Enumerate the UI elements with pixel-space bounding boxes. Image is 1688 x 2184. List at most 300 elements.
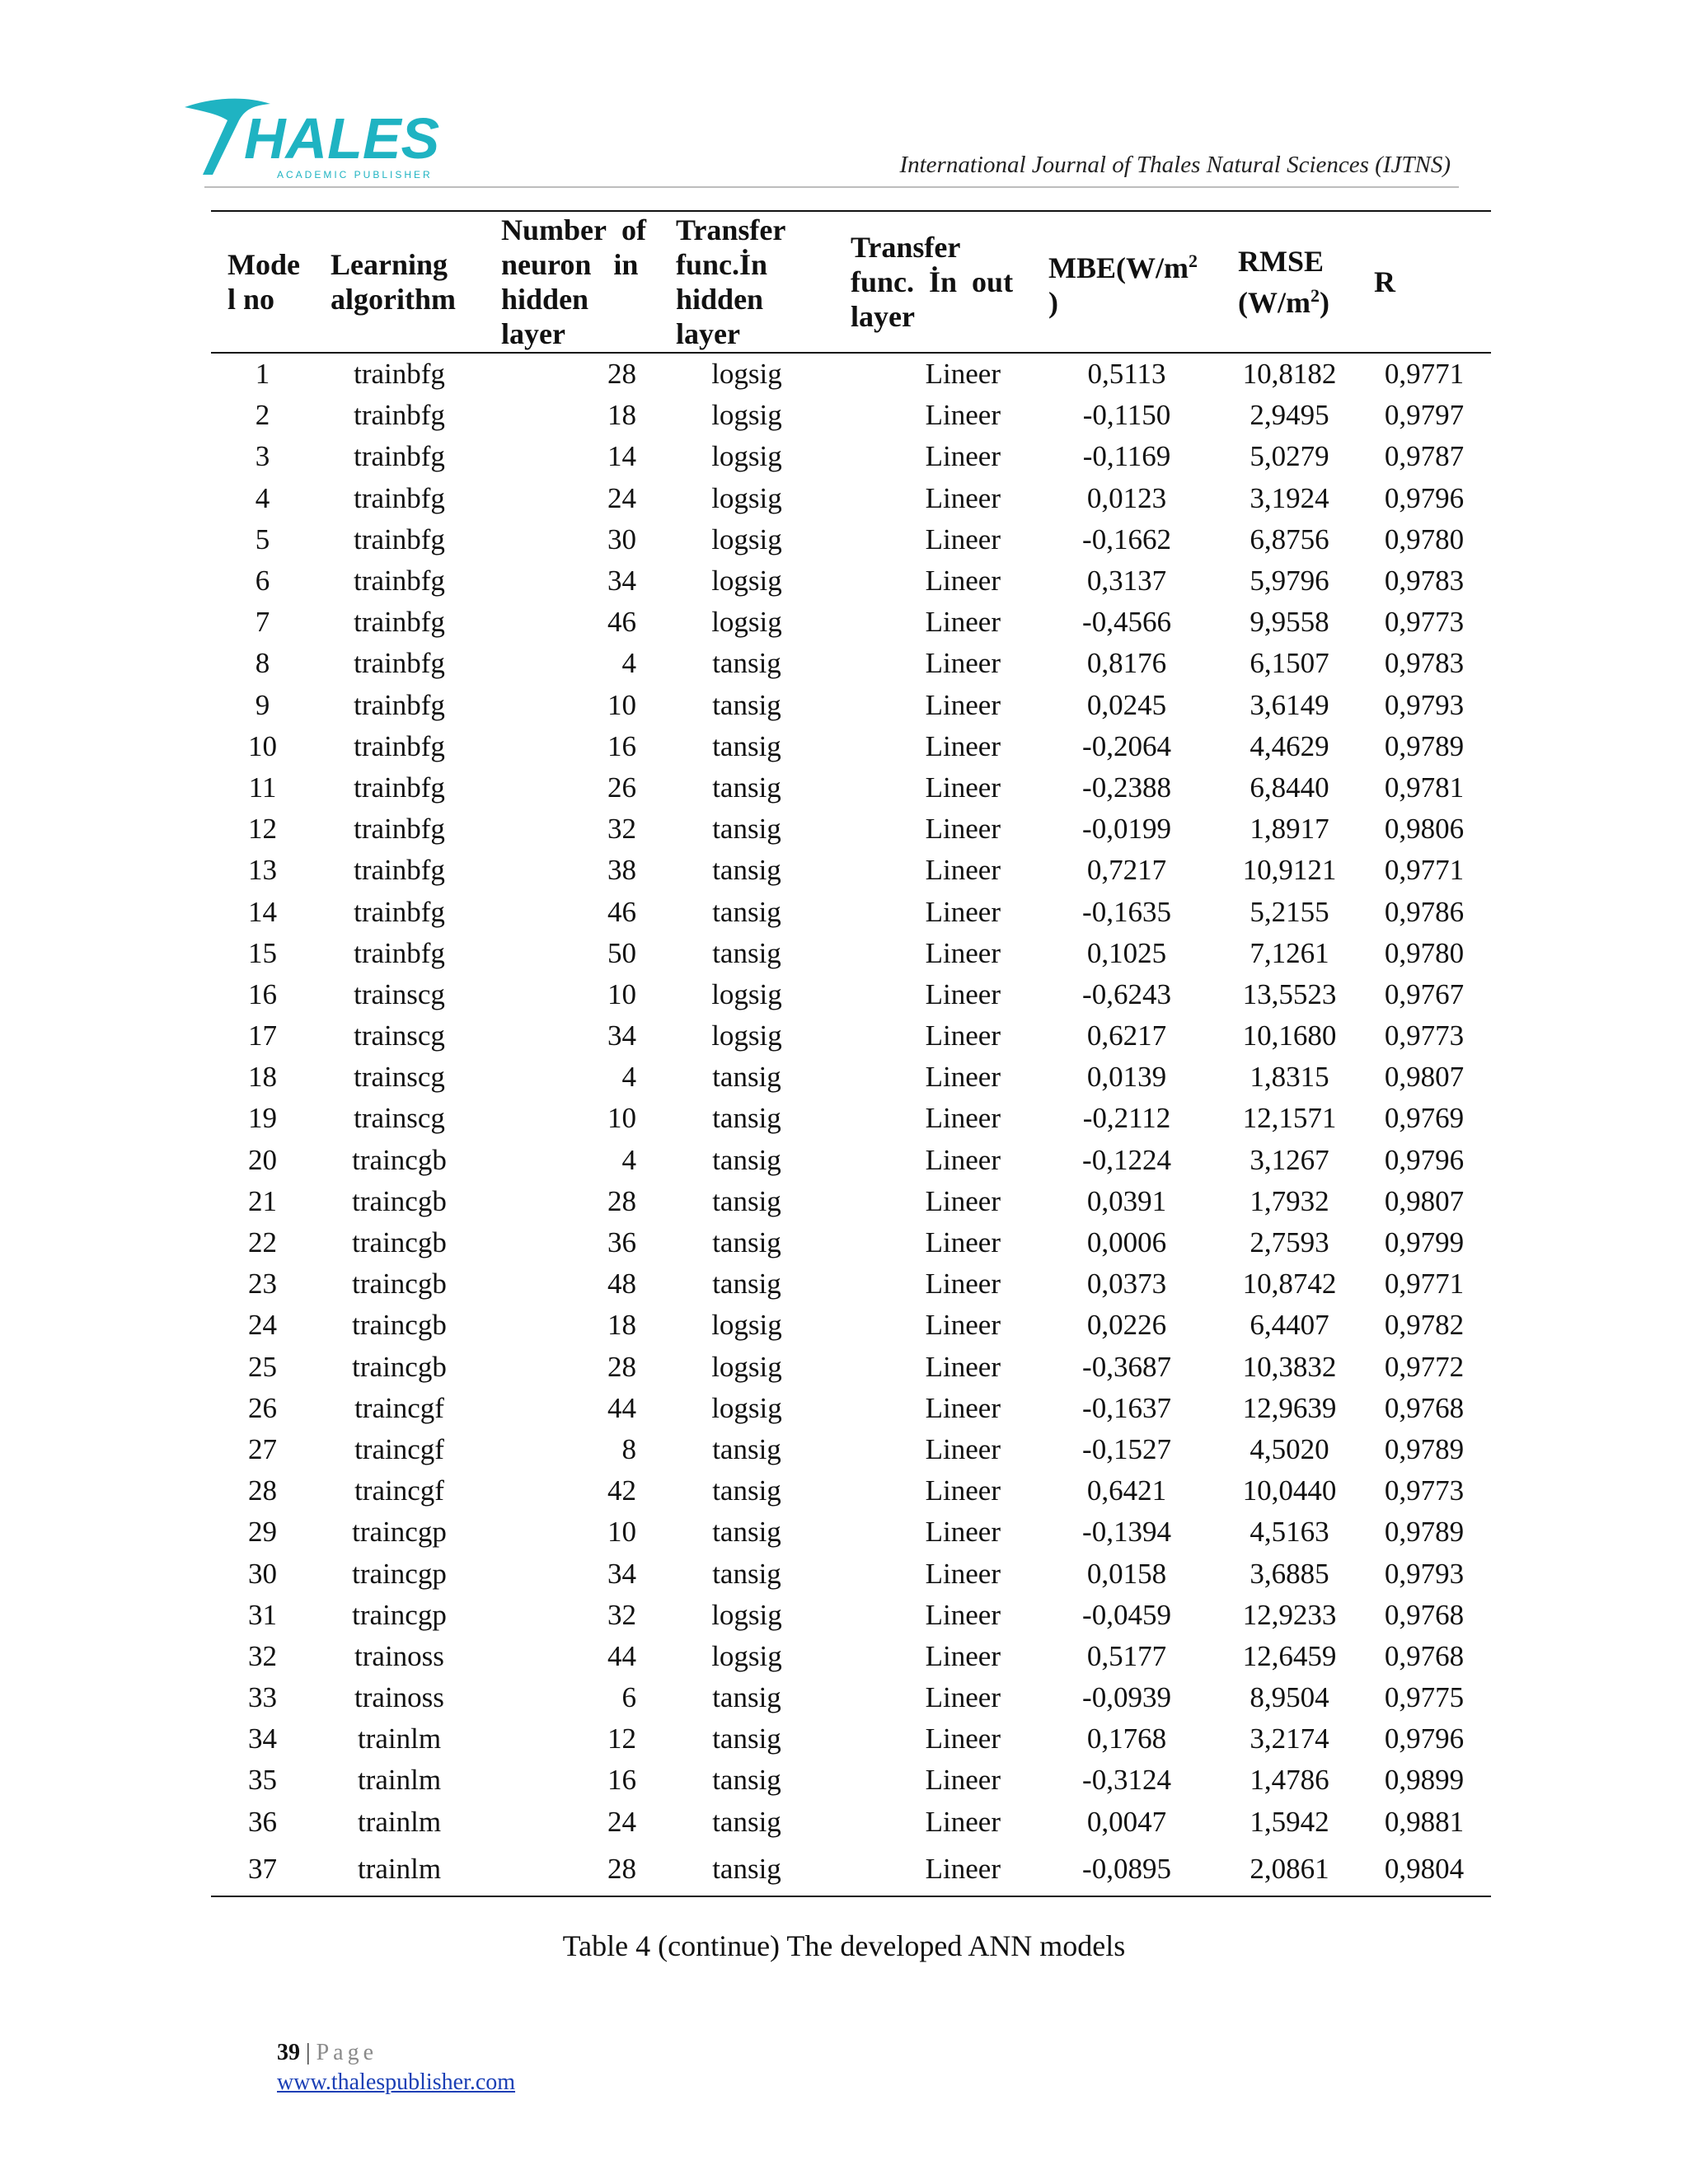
table-cell: tansig [712,854,781,887]
table-cell: tansig [712,647,781,680]
table-cell: Lineer [925,1061,1001,1094]
table-cell: 0,9769 [1384,1102,1465,1135]
table-cell: -0,0199 [1082,813,1171,846]
table-cell: Lineer [925,606,1001,639]
table-cell: tansig [712,1722,781,1755]
table-cell: 9 [255,688,270,721]
table-cell: 4 [621,1143,636,1176]
table-cell: Lineer [925,771,1001,804]
table-row [211,1347,1491,1388]
table-cell: 5,9796 [1250,565,1329,598]
table-cell: trainbfg [354,523,445,555]
table-cell: -0,1150 [1082,399,1171,432]
table-cell: -0,2112 [1082,1102,1171,1135]
table-cell: -0,0895 [1082,1852,1171,1885]
table-cell: 3,1924 [1250,481,1329,514]
table-cell: 0,0373 [1086,1268,1167,1301]
table-row [211,1015,1491,1057]
table-cell: trainscg [354,977,445,1010]
table-cell: 18 [607,1309,636,1342]
table-cell: 16 [607,1764,636,1797]
table-cell: 7,1261 [1250,936,1329,969]
table-cell: 0,9796 [1384,1722,1465,1755]
table-cell: 36 [248,1805,277,1838]
table-cell: 0,9881 [1384,1805,1465,1838]
table-cell: 8 [621,1432,636,1465]
table-cell: 0,0245 [1086,688,1167,721]
table-cell: tansig [712,1852,781,1885]
table-cell: logsig [711,399,782,432]
table-cell: traincgp [352,1598,447,1631]
table-cell: 0,9789 [1384,729,1465,762]
table-cell: 0,0391 [1086,1184,1167,1217]
table-cell: trainlm [357,1852,442,1885]
table-cell: -0,1394 [1082,1516,1171,1549]
table-cell: logsig [711,358,782,391]
table-cell: 10,9121 [1242,854,1337,887]
col-header-neuron-count: Number of neuron in hidden layer [501,213,646,350]
table-cell: tansig [712,1061,781,1094]
svg-text:HALES: HALES [244,106,440,171]
page-label: Page [316,2040,378,2065]
table-cell: 16 [607,729,636,762]
table-cell: 0,9773 [1384,606,1465,639]
table-cell: trainbfg [354,688,445,721]
table-cell: Lineer [925,1143,1001,1176]
table-cell: 0,9807 [1384,1184,1465,1217]
table-cell: 48 [607,1268,636,1301]
table-cell: 0,9799 [1384,1226,1465,1259]
table-cell: logsig [711,1019,782,1052]
table-row [211,1181,1491,1222]
table-cell: 0,9783 [1384,647,1465,680]
table-cell: Lineer [925,688,1001,721]
table-cell: 0,9786 [1384,895,1465,928]
table-cell: 6 [255,565,270,598]
table-cell: 5 [255,523,270,555]
table-cell: 0,0226 [1086,1309,1167,1342]
table-cell: trainbfg [354,854,445,887]
table-cell: trainbfg [354,606,445,639]
table-cell: 14 [248,895,277,928]
table-cell: 13 [248,854,277,887]
table-cell: tansig [712,1102,781,1135]
table-cell: tansig [712,688,781,721]
table-cell: 0,9782 [1384,1309,1465,1342]
table-cell: trainscg [354,1061,445,1094]
table-cell: traincgb [352,1309,447,1342]
table-cell: traincgf [354,1391,444,1424]
table-cell: Lineer [925,565,1001,598]
table-cell: logsig [711,440,782,473]
table-row [211,1098,1491,1139]
table-cell: logsig [711,1391,782,1424]
table-cell: 8,9504 [1250,1681,1329,1714]
table-cell: 0,6421 [1086,1474,1167,1507]
journal-title: International Journal of Thales Natural Sciences (IJTNS) [899,152,1451,178]
table-cell: tansig [712,1184,781,1217]
table-cell: tansig [712,771,781,804]
table-cell: 0,9768 [1384,1639,1465,1672]
table-cell: trainbfg [354,358,445,391]
table-cell: traincgb [352,1268,447,1301]
col-header-model-no: Mode l no [227,248,300,316]
table-cell: 2,9495 [1250,399,1329,432]
table-cell: tansig [712,1226,781,1259]
table-row [211,1057,1491,1098]
table-cell: -0,3124 [1082,1764,1171,1797]
table-cell: Lineer [925,813,1001,846]
table-cell: 12,9233 [1242,1598,1337,1631]
table-cell: 1,5942 [1250,1805,1329,1838]
table-cell: trainbfg [354,813,445,846]
table-cell: logsig [711,1350,782,1383]
table-cell: traincgb [352,1226,447,1259]
table-cell: Lineer [925,977,1001,1010]
table-row [211,395,1491,436]
table-cell: Lineer [925,1805,1001,1838]
table-cell: 4 [621,647,636,680]
table-cell: 0,3137 [1086,565,1167,598]
table-cell: traincgf [354,1474,444,1507]
table-cell: Lineer [925,440,1001,473]
table-cell: Lineer [925,1391,1001,1424]
table-cell: 0,1025 [1086,936,1167,969]
table-cell: 5,0279 [1250,440,1329,473]
table-cell: 0,9768 [1384,1598,1465,1631]
table-cell: 28 [607,1852,636,1885]
table-cell: 32 [607,1598,636,1631]
table-cell: trainbfg [354,895,445,928]
table-cell: 50 [607,936,636,969]
table-cell: 31 [248,1598,277,1631]
page-footer [277,2040,515,2096]
table-cell: 7 [255,606,270,639]
table-cell: 36 [607,1226,636,1259]
table-cell: tansig [712,936,781,969]
header-divider [204,186,1459,188]
table-cell: 28 [607,1350,636,1383]
table-row [211,353,1491,395]
table-cell: Lineer [925,1268,1001,1301]
table-cell: 35 [248,1764,277,1797]
table-cell: tansig [712,1764,781,1797]
table-cell: 20 [248,1143,277,1176]
table-cell: Lineer [925,1516,1001,1549]
table-cell: 0,9775 [1384,1681,1465,1714]
table-cell: 32 [248,1639,277,1672]
table-row [211,1470,1491,1511]
table-cell: Lineer [925,1309,1001,1342]
table-cell: 0,1768 [1086,1722,1167,1755]
table-cell: 22 [248,1226,277,1259]
table-cell: -0,1662 [1082,523,1171,555]
table-cell: trainscg [354,1019,445,1052]
table-cell: 0,9796 [1384,481,1465,514]
table-cell: Lineer [925,481,1001,514]
table-cell: 28 [248,1474,277,1507]
table-cell: 11 [248,771,277,804]
table-row [211,850,1491,891]
table-cell: 3,2174 [1250,1722,1329,1755]
table-row [211,1843,1491,1896]
table-cell: 0,9780 [1384,523,1465,555]
table-cell: 42 [607,1474,636,1507]
table-row [211,933,1491,974]
table-cell: 0,9806 [1384,813,1465,846]
table-cell: 34 [607,565,636,598]
table-cell: 2,7593 [1250,1226,1329,1259]
table-cell: trainbfg [354,440,445,473]
table-cell: 10,8742 [1242,1268,1337,1301]
table-cell: 12,6459 [1242,1639,1337,1672]
table-cell: logsig [711,606,782,639]
table-cell: Lineer [925,1474,1001,1507]
table-cell: 8 [255,647,270,680]
table-cell: 0,0158 [1086,1557,1167,1590]
table-cell: 28 [607,358,636,391]
table-row [211,767,1491,808]
table-cell: Lineer [925,1557,1001,1590]
table-cell: tansig [712,1557,781,1590]
table-body [211,353,1491,1896]
table-cell: trainbfg [354,399,445,432]
table-cell: Lineer [925,1350,1001,1383]
table-cell: trainlm [357,1764,442,1797]
table-row [211,726,1491,767]
table-cell: logsig [711,977,782,1010]
table-cell: 44 [607,1639,636,1672]
table-cell: 5,2155 [1250,895,1329,928]
table-cell: 0,9783 [1384,565,1465,598]
table-cell: -0,1635 [1082,895,1171,928]
table-cell: -0,6243 [1082,977,1171,1010]
table-cell: 10 [607,1102,636,1135]
table-cell: 29 [248,1516,277,1549]
table-cell: logsig [711,1639,782,1672]
table-row [211,436,1491,477]
table-row [211,1305,1491,1346]
table-cell: 10,1680 [1242,1019,1337,1052]
table-cell: -0,2064 [1082,729,1171,762]
table-cell: 46 [607,895,636,928]
table-cell: 0,5177 [1086,1639,1167,1672]
table-cell: 24 [248,1309,277,1342]
table-cell: 19 [248,1102,277,1135]
table-row [211,1388,1491,1429]
table-cell: 1 [255,358,270,391]
table-cell: logsig [711,1598,782,1631]
table-cell: 12,9639 [1242,1391,1337,1424]
col-header-learning-algorithm: Learning algorithm [331,248,456,316]
table-cell: 0,0123 [1086,481,1167,514]
table-cell: 0,9771 [1384,358,1465,391]
table-cell: 0,9773 [1384,1019,1465,1052]
table-cell: traincgb [352,1350,447,1383]
table-cell: tansig [712,1805,781,1838]
table-cell: 0,9793 [1384,1557,1465,1590]
table-cell: logsig [711,481,782,514]
table-cell: 3,6885 [1250,1557,1329,1590]
table-cell: -0,0939 [1082,1681,1171,1714]
table-cell: 18 [607,399,636,432]
table-cell: trainbfg [354,729,445,762]
table-cell: 6,8440 [1250,771,1329,804]
table-cell: 17 [248,1019,277,1052]
table-cell: 12,1571 [1242,1102,1337,1135]
table-cell: logsig [711,565,782,598]
table-cell: traincgp [352,1516,447,1549]
table-row [211,1760,1491,1801]
table-cell: 10 [248,729,277,762]
table-row [211,1429,1491,1470]
table-cell: 0,0139 [1086,1061,1167,1094]
table-cell: Lineer [925,1226,1001,1259]
table-cell: 30 [607,523,636,555]
table-cell: 0,8176 [1086,647,1167,680]
table-cell: 10 [607,1516,636,1549]
table-cell: 26 [248,1391,277,1424]
table-cell: 0,9767 [1384,977,1465,1010]
table-cell: Lineer [925,1681,1001,1714]
publisher-website-link[interactable]: www.thalespublisher.com [277,2069,516,2095]
table-cell: 4 [621,1061,636,1094]
table-cell: 0,9773 [1384,1474,1465,1507]
table-row [211,1802,1491,1843]
table-row [211,1511,1491,1553]
table-cell: 33 [248,1681,277,1714]
table-cell: 10,3832 [1242,1350,1337,1383]
table-cell: Lineer [925,647,1001,680]
table-cell: 0,9772 [1384,1350,1465,1383]
table-cell: 0,0006 [1086,1226,1167,1259]
table-cell: 0,9789 [1384,1516,1465,1549]
table-cell: 13,5523 [1242,977,1337,1010]
table-cell: 34 [248,1722,277,1755]
table-cell: 0,9804 [1384,1852,1465,1885]
table-cell: Lineer [925,1598,1001,1631]
table-cell: tansig [712,1681,781,1714]
table-cell: Lineer [925,1432,1001,1465]
table-cell: tansig [712,729,781,762]
table-cell: trainbfg [354,481,445,514]
table-cell: 10,0440 [1242,1474,1337,1507]
table-cell: 0,9771 [1384,854,1465,887]
table-cell: 0,9807 [1384,1061,1465,1094]
table-cell: Lineer [925,936,1001,969]
table-cell: Lineer [925,1184,1001,1217]
table-cell: logsig [711,1309,782,1342]
table-cell: 0,9789 [1384,1432,1465,1465]
table-cell: Lineer [925,1852,1001,1885]
table-cell: 9,9558 [1250,606,1329,639]
table-cell: 46 [607,606,636,639]
table-cell: tansig [712,1474,781,1507]
table-row [211,643,1491,684]
table-cell: 37 [248,1852,277,1885]
table-cell: -0,2388 [1082,771,1171,804]
table-cell: Lineer [925,729,1001,762]
table-cell: 0,0047 [1086,1805,1167,1838]
table-cell: Lineer [925,854,1001,887]
table-cell: 26 [607,771,636,804]
table-cell: tansig [712,1143,781,1176]
table-cell: trainbfg [354,936,445,969]
table-cell: Lineer [925,1102,1001,1135]
table-cell: Lineer [925,895,1001,928]
table-cell: trainlm [357,1805,442,1838]
table-row [211,519,1491,560]
table-row [211,1263,1491,1305]
table-cell: logsig [711,523,782,555]
table-cell: 21 [248,1184,277,1217]
ann-models-table-container [211,210,1491,1897]
table-cell: 1,8315 [1250,1061,1329,1094]
col-header-out-transfer: Transfer func. İn out layer [851,231,1014,333]
table-cell: 0,9796 [1384,1143,1465,1176]
table-cell: Lineer [925,1722,1001,1755]
col-header-rmse: RMSE $(W/m^2)$ [1238,245,1329,319]
table-cell: trainoss [354,1681,444,1714]
table-cell: tansig [712,813,781,846]
table-cell: 25 [248,1350,277,1383]
table-row [211,891,1491,932]
table-cell: 3,6149 [1250,688,1329,721]
table-cell: 0,9768 [1384,1391,1465,1424]
table-cell: 12 [248,813,277,846]
table-cell: tansig [712,1432,781,1465]
table-row [211,808,1491,850]
table-cell: 0,9780 [1384,936,1465,969]
table-row [211,685,1491,726]
table-row [211,1677,1491,1718]
col-header-hidden-transfer: Transfer func.İn hidden layer [676,213,786,350]
table-row [211,974,1491,1015]
table-cell: 12 [607,1722,636,1755]
table-row [211,1718,1491,1760]
table-row [211,1140,1491,1181]
ann-models-table [211,210,1491,1897]
table-cell: 1,8917 [1250,813,1329,846]
table-cell: trainscg [354,1102,445,1135]
table-cell: tansig [712,1268,781,1301]
table-cell: 4,5020 [1250,1432,1329,1465]
table-cell: 44 [607,1391,636,1424]
table-cell: 10 [607,688,636,721]
table-cell: trainbfg [354,565,445,598]
table-cell: 6 [621,1681,636,1714]
table-cell: -0,1224 [1082,1143,1171,1176]
table-cell: traincgb [352,1143,447,1176]
table-cell: 2,0861 [1250,1852,1329,1885]
table-cell: 4 [255,481,270,514]
table-cell: 34 [607,1019,636,1052]
table-cell: 16 [248,977,277,1010]
table-cell: 0,9797 [1384,399,1465,432]
table-cell: -0,4566 [1082,606,1171,639]
table-cell: 0,9781 [1384,771,1465,804]
table-caption: Table 4 (continue) The developed ANN models [562,1929,1126,1962]
table-cell: traincgb [352,1184,447,1217]
table-cell: 3 [255,440,270,473]
table-cell: 0,7217 [1086,854,1167,887]
table-cell: trainlm [357,1722,442,1755]
thales-logo [180,92,476,183]
table-cell: 10,8182 [1242,358,1337,391]
table-cell: 6,8756 [1250,523,1329,555]
table-cell: Lineer [925,399,1001,432]
table-cell: 0,5113 [1087,358,1166,391]
